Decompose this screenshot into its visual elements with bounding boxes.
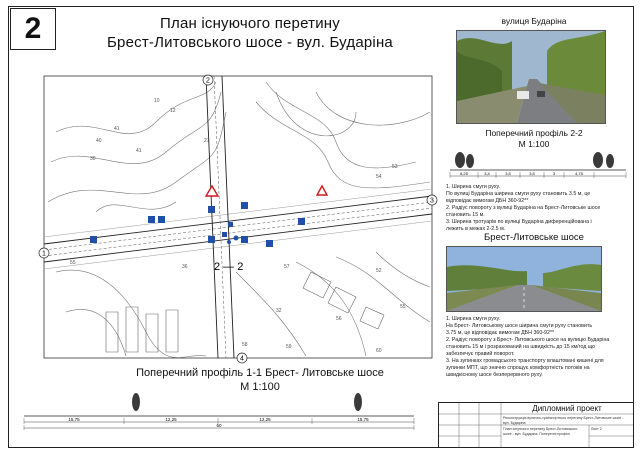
note-line: 2. Радіус повороту з Брест- Литовського шосе на вулицю Бударіна	[446, 337, 610, 343]
intersection-plan	[36, 72, 440, 364]
svg-text:60: 60	[376, 348, 382, 354]
profile-1-1-scale: М 1:100	[240, 381, 280, 393]
stamp-sheet-title: План існуючого перетину Брест-Литовського шосе - вул. Бударіна. Поперечні профілі	[503, 427, 578, 436]
brest-highway-label: Брест-Литовське шосе	[484, 232, 584, 243]
svg-text:12,25: 12,25	[165, 417, 177, 422]
sheet-number: 2	[10, 8, 56, 50]
svg-text:3,4: 3,4	[484, 171, 490, 176]
stamp-sheet-info: Лист 2	[591, 427, 602, 431]
axis-markers	[39, 75, 437, 363]
section-label: 2 — 2	[214, 261, 244, 273]
note-line: 3. На зупинках громадського транспорту влаштовані кишені для	[446, 358, 604, 364]
svg-text:55: 55	[400, 304, 406, 310]
svg-text:60: 60	[216, 423, 222, 428]
svg-text:40: 40	[96, 138, 102, 144]
note-line: забезпечує правий поворот.	[446, 351, 515, 357]
stamp-project: Дипломний проект	[532, 404, 602, 413]
building-footprints	[106, 272, 384, 352]
svg-text:58: 58	[242, 342, 248, 348]
brest-highway-photo-image	[447, 247, 601, 311]
note-line: 1. Ширина смуги руху.	[446, 316, 501, 322]
svg-text:56: 56	[336, 316, 342, 322]
axis-left-label: 1	[42, 250, 46, 258]
budarina-notes	[446, 184, 600, 233]
svg-text:10: 10	[154, 98, 160, 104]
note-line: лежить в межах 2-2.5 м.	[446, 226, 506, 232]
svg-text:53: 53	[392, 164, 398, 170]
note-line: 3.75 м, це відповідає вимогам ДБН 360-92**	[446, 330, 555, 336]
svg-text:12,25: 12,25	[259, 417, 271, 422]
svg-text:15,75: 15,75	[357, 417, 369, 422]
note-line: зупинки МПТ, що значно спрощує комфортність потоків на	[446, 365, 590, 371]
title-line-1: План існуючого перетину	[160, 15, 340, 32]
profile-1-1-heading	[110, 366, 410, 394]
svg-text:41: 41	[136, 148, 142, 154]
profile-2-2-title: Поперечний профіль 2-2	[485, 128, 583, 138]
title-block	[438, 402, 633, 447]
svg-text:32: 32	[276, 308, 282, 314]
svg-text:27: 27	[204, 138, 210, 144]
svg-text:59: 59	[286, 344, 292, 350]
profile-2-2-scale: М 1:100	[518, 139, 550, 149]
note-line: На Брест- Литовському шосе ширина смуги руху становить	[446, 323, 593, 329]
brest-highway-plan	[44, 189, 432, 269]
axis-right-label: 3	[430, 197, 434, 205]
svg-text:41: 41	[114, 126, 120, 132]
brest-highway-photo	[446, 246, 602, 312]
svg-text:52: 52	[376, 268, 382, 274]
profile-2-2	[446, 128, 622, 150]
note-line: 1. Ширина смуги руху.	[446, 184, 501, 190]
note-line: становить 15 м і розрахований на швидкість до 15 км/год що	[446, 344, 596, 350]
svg-text:30: 30	[90, 156, 96, 162]
budarina-photo-image	[457, 31, 605, 123]
budarina-label: вулиця Бударіна	[501, 16, 567, 26]
title-line-2: Брест-Литовського шосе - вул. Бударіна	[107, 34, 393, 51]
profile-2-2-drawing	[448, 150, 628, 180]
note-line: По вулиці Бударіна ширина смуги руху становить 3.5 м, це	[446, 191, 591, 197]
note-line: становить 15 м.	[446, 212, 485, 218]
svg-text:54: 54	[376, 174, 382, 180]
svg-text:55: 55	[70, 260, 76, 266]
axis-bottom-label: 4	[240, 355, 244, 363]
note-line: швидкісному шосе безперервного руху.	[446, 372, 543, 378]
brest-notes	[446, 316, 609, 379]
svg-text:6,25: 6,25	[460, 171, 468, 176]
axis-top-label: 2	[206, 77, 210, 85]
profile-1-1-drawing	[14, 392, 424, 432]
profile-1-1-title: Поперечний профіль 1-1 Брест- Литовське шосе	[136, 367, 384, 379]
svg-text:3,5: 3,5	[505, 171, 511, 176]
svg-text:12: 12	[170, 108, 176, 114]
svg-text:3,5: 3,5	[529, 171, 535, 176]
note-line: відповідає вимогам ДБН 360-92**	[446, 198, 529, 204]
note-line: 3. Ширина тротуарів по вулиці Бударіна диференційована і	[446, 219, 592, 225]
svg-text:36: 36	[182, 264, 188, 270]
budarina-photo	[456, 30, 606, 124]
svg-text:57: 57	[284, 264, 290, 270]
svg-text:15,75: 15,75	[68, 417, 80, 422]
note-line: 2. Радіус повороту з вулиці Бударіна на Брест-Литовське шосе	[446, 205, 601, 211]
svg-text:4,75: 4,75	[575, 171, 583, 176]
svg-text:3: 3	[552, 171, 556, 176]
stamp-subject: Реконструкція вулично-транспортного перетину Брест-Литовське шосе - вул. Бударіна	[503, 416, 624, 425]
page-title	[60, 14, 440, 52]
